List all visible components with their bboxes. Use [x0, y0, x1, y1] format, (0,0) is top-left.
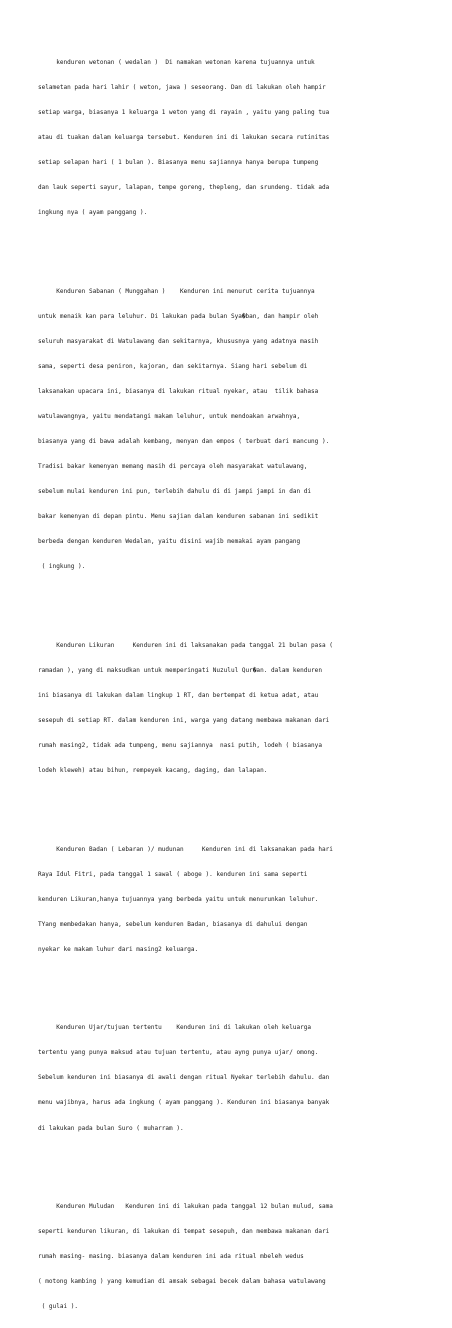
text-line: Kenduren Badan ( Lebaran )/ mudunan Kenduren ini di laksanakan pada hari	[38, 845, 333, 853]
text-line: sama, seperti desa peniron, kajoran, dan sekitarnya. Siang hari sebelum di	[38, 362, 308, 370]
paragraph-kenduren-wetonan	[38, 42, 424, 234]
text-line: Raya Idul Fitri, pada tanggal 1 sawal ( aboge ). kenduren ini sama seperti	[38, 870, 308, 878]
text-line: menu wajibnya, harus ada ingkung ( ayam panggang ). Kenduren ini biasanya banyak	[38, 1099, 330, 1107]
text-line: ( gulai ).	[38, 1303, 79, 1311]
text-line: atau di tuakan dalam keluarga tersebut. Kenduren ini di lakukan secara rutinitas	[38, 133, 330, 141]
paragraph-kenduren-ujar	[38, 1008, 424, 1150]
text-line: di lakukan pada bulan Suro ( muharram ).	[38, 1124, 184, 1132]
text-line: laksanakan upacara ini, biasanya di lakukan ritual nyekar, atau tilik bahasa	[38, 387, 319, 395]
text-line: ( ingkung ).	[38, 562, 86, 570]
text-line: lodeh kleweh) atau bihun, rempeyek kacang, daging, dan lalapan.	[38, 766, 268, 774]
text-line: kenduren wetonan ( wedalan ) Di namakan wetonan karena tujuannya untuk	[38, 58, 315, 66]
text-line: Kenduren Ujar/tujuan tertentu Kenduren ini di lakukan oleh keluarga	[38, 1024, 312, 1032]
text-line: TYang membedakan hanya, sebelum kenduren Badan, biasanya di dahului dengan	[38, 920, 308, 928]
text-line: Kenduren Likuran Kenduren ini di laksanakan pada tanggal 21 bulan pasa (	[38, 641, 333, 649]
text-line: Kenduren Muludan Kenduren ini di lakukan pada tanggal 12 bulan mulud, sama	[38, 1203, 333, 1211]
text-line: selametan pada hari lahir ( weton, jawa ) seseorang. Dan di lakukan oleh hampir	[38, 83, 326, 91]
paragraph-kenduren-muludan	[38, 1187, 424, 1328]
text-line: ingkung nya ( ayam panggang ).	[38, 208, 148, 216]
paragraph-kenduren-sabanan	[38, 271, 424, 588]
text-line: sebelum mulai kenduren ini pun, terlebih dahulu di di jampi jampi in dan di	[38, 487, 312, 495]
text-line: seluruh masyarakat di Watulawang dan sekitarnya, khususnya yang adatnya masih	[38, 337, 319, 345]
text-line: Sebelum kenduren ini biasanya di awali dengan ritual Nyekar terlebih dahulu. dan	[38, 1074, 330, 1082]
text-line: biasanya yang di bawa adalah kembang, menyan dan empos ( terbuat dari mancung ).	[38, 437, 330, 445]
text-line: ramadan ), yang di maksudkan untuk memperingati Nuzulul Qur�an. dalam kenduren	[38, 666, 322, 674]
text-line: bakar kemenyan di depan pintu. Menu sajian dalam kenduren sabanan ini sedikit	[38, 512, 319, 520]
text-line: tertentu yang punya maksud atau tujuan tertentu, atau ayng punya ujar/ omong.	[38, 1049, 319, 1057]
text-line: sesepuh di setiap RT. dalam kenduren ini, warga yang datang membawa makanan dari	[38, 716, 330, 724]
text-line: setiap warga, biasanya 1 keluarga 1 weton yang di rayain , yaitu yang paling tua	[38, 108, 330, 116]
text-line: rumah masing2, tidak ada tumpeng, menu sajiannya nasi putih, lodeh ( biasanya	[38, 741, 322, 749]
text-line: ( motong kambing ) yang kemudian di amsak sebagai becek dalam bahasa watulawang	[38, 1278, 326, 1286]
text-line: dan lauk seperti sayur, lalapan, tempe goreng, thepleng, dan srundeng. tidak ada	[38, 183, 330, 191]
text-line: kenduren Likuran,hanya tujuannya yang berbeda yaitu untuk menurunkan leluhur.	[38, 895, 319, 903]
text-line: rumah masing- masing. biasanya dalam kenduren ini ada ritual mbeleh wedus	[38, 1253, 304, 1261]
text-line: ini biasanya di lakukan dalam lingkup 1 RT, dan bertempat di ketua adat, atau	[38, 691, 319, 699]
paragraph-kenduren-badan	[38, 829, 424, 971]
text-line: Tradisi bakar kemenyan memang masih di percaya oleh masyarakat watulawang,	[38, 462, 308, 470]
text-line: seperti kenduren likuran, di lakukan di tempat sesepuh, dan membawa makanan dari	[38, 1228, 330, 1236]
text-line: Kenduren Sabanan ( Munggahan ) Kenduren ini menurut cerita tujuannya	[38, 287, 315, 295]
text-line: untuk menaik kan para leluhur. Di lakukan pada bulan Sya�ban, dan hampir oleh	[38, 312, 319, 320]
text-line: berbeda dengan kenduren Wedalan, yaitu disini wajib memakai ayam pangang	[38, 537, 301, 545]
text-line: nyekar ke makam luhur dari masing2 keluarga.	[38, 945, 199, 953]
text-line: watulawangnya, yaitu mendatangi makam leluhur, untuk mendoakan arwahnya,	[38, 412, 301, 420]
text-line: setiap selapan hari ( 1 bulan ). Biasanya menu sajiannya hanya berupa tumpeng	[38, 158, 319, 166]
paragraph-kenduren-likuran	[38, 625, 424, 792]
